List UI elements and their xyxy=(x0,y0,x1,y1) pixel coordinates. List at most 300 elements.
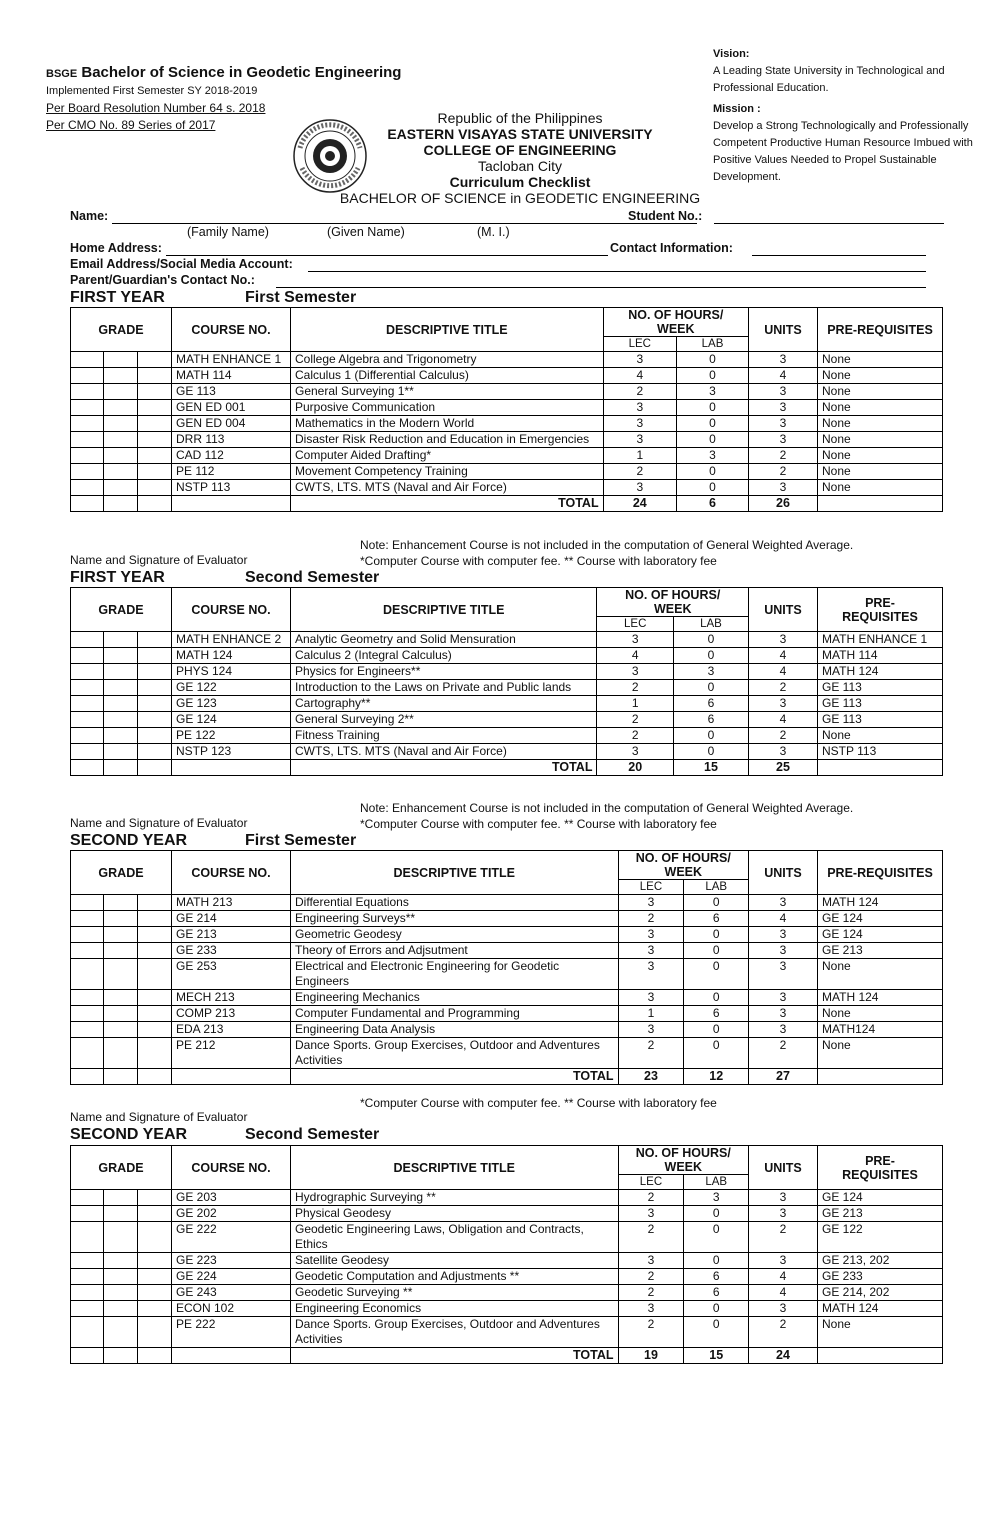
grade-cell[interactable] xyxy=(103,1022,137,1038)
prerequisite: None xyxy=(818,384,943,400)
year-label: FIRST YEAR xyxy=(70,569,165,586)
grade-cell[interactable] xyxy=(103,990,137,1006)
grade-cell[interactable] xyxy=(137,990,171,1006)
grade-cell[interactable] xyxy=(71,1253,104,1269)
course-code: GE 224 xyxy=(172,1269,291,1285)
units: 3 xyxy=(749,1006,818,1022)
course-code: CAD 112 xyxy=(172,448,291,464)
grade-cell[interactable] xyxy=(103,368,137,384)
evaluator-signature-line: Name and Signature of Evaluator xyxy=(70,553,248,567)
lab-hours: 0 xyxy=(684,943,749,959)
grade-cell[interactable] xyxy=(71,728,104,744)
table-row xyxy=(71,712,943,728)
semester-label: First Semester xyxy=(245,289,357,306)
contact-field[interactable] xyxy=(752,255,926,256)
blank-cell xyxy=(818,1069,943,1085)
course-title: Physical Geodesy xyxy=(291,1206,619,1222)
total-label: TOTAL xyxy=(291,1348,619,1364)
grade-cell xyxy=(103,760,137,776)
lec-hours: 2 xyxy=(618,1285,684,1301)
guardian-label: Parent/Guardian's Contact No.: xyxy=(70,273,255,287)
lab-hours: 3 xyxy=(673,664,748,680)
section-heading xyxy=(70,1126,380,1144)
grade-cell[interactable] xyxy=(71,664,104,680)
units: 4 xyxy=(749,368,818,384)
grade-cell[interactable] xyxy=(137,1038,171,1069)
grade-cell xyxy=(71,496,104,512)
guardian-field[interactable] xyxy=(276,287,926,288)
course-code: NSTP 113 xyxy=(172,480,291,496)
hours-header xyxy=(618,851,748,880)
grade-cell[interactable] xyxy=(103,480,137,496)
grade-cell[interactable] xyxy=(137,1317,171,1348)
grade-cell[interactable] xyxy=(71,384,104,400)
units: 3 xyxy=(749,696,818,712)
table-header-row xyxy=(71,851,943,880)
grade-cell[interactable] xyxy=(71,1022,104,1038)
hours-header-line2: WEEK xyxy=(657,322,695,336)
section-heading xyxy=(70,569,380,587)
year-label: SECOND YEAR xyxy=(70,832,188,849)
total-row xyxy=(71,760,943,776)
grade-cell[interactable] xyxy=(137,352,171,368)
prerequisite: None xyxy=(818,480,943,496)
course-code: GE 223 xyxy=(172,1253,291,1269)
blank-cell xyxy=(818,760,943,776)
grade-cell[interactable] xyxy=(137,648,171,664)
email-field[interactable] xyxy=(308,271,926,272)
lec-header: LEC xyxy=(597,617,674,632)
course-code: MATH 213 xyxy=(172,895,291,911)
grade-header: GRADE xyxy=(71,851,172,895)
grade-cell[interactable] xyxy=(71,943,104,959)
section-heading xyxy=(70,832,357,850)
grade-cell[interactable] xyxy=(71,400,104,416)
notes-block xyxy=(360,1095,717,1111)
course-code: GE 233 xyxy=(172,943,291,959)
grade-cell[interactable] xyxy=(71,911,104,927)
grade-cell[interactable] xyxy=(103,1253,137,1269)
student-info-form xyxy=(70,209,944,299)
grade-cell[interactable] xyxy=(103,1222,137,1253)
grade-cell[interactable] xyxy=(137,1222,171,1253)
blank-cell xyxy=(172,496,291,512)
course-title: Dance Sports. Group Exercises, Outdoor and Adventures Activities xyxy=(291,1038,619,1069)
grade-cell[interactable] xyxy=(103,744,137,760)
title-header: DESCRIPTIVE TITLE xyxy=(291,1146,619,1190)
city-text: Tacloban City xyxy=(477,158,563,174)
lab-hours: 0 xyxy=(684,927,749,943)
grade-cell[interactable] xyxy=(137,664,171,680)
lab-hours: 0 xyxy=(677,432,749,448)
table-row xyxy=(71,400,943,416)
lab-hours: 0 xyxy=(673,744,748,760)
name-label: Name: xyxy=(70,209,109,223)
grade-cell[interactable] xyxy=(71,1038,104,1069)
grade-cell[interactable] xyxy=(103,1038,137,1069)
lab-hours: 3 xyxy=(684,1190,749,1206)
grade-cell[interactable] xyxy=(137,384,171,400)
course-code: PHYS 124 xyxy=(172,664,291,680)
fee-note: *Computer Course with computer fee. ** Course with laboratory fee xyxy=(360,817,717,831)
grade-cell[interactable] xyxy=(137,632,171,648)
course-title: CWTS, LTS. MTS (Naval and Air Force) xyxy=(291,480,604,496)
grade-cell[interactable] xyxy=(71,744,104,760)
blank-cell xyxy=(172,1348,291,1364)
grade-cell[interactable] xyxy=(137,943,171,959)
grade-cell[interactable] xyxy=(103,895,137,911)
grade-cell[interactable] xyxy=(71,352,104,368)
grade-cell[interactable] xyxy=(103,1006,137,1022)
grade-cell[interactable] xyxy=(71,632,104,648)
prerequisite: None xyxy=(818,432,943,448)
grade-cell[interactable] xyxy=(71,927,104,943)
course-title: Fitness Training xyxy=(291,728,597,744)
lec-hours: 4 xyxy=(603,368,676,384)
grade-cell[interactable] xyxy=(103,1301,137,1317)
grade-cell[interactable] xyxy=(103,696,137,712)
lec-hours: 2 xyxy=(597,728,674,744)
semester-label: Second Semester xyxy=(245,1126,380,1143)
course-title: Differential Equations xyxy=(291,895,619,911)
course-code: NSTP 123 xyxy=(172,744,291,760)
grade-cell[interactable] xyxy=(137,464,171,480)
table-row xyxy=(71,680,943,696)
grade-cell[interactable] xyxy=(137,432,171,448)
table-row xyxy=(71,911,943,927)
prerequisite: None xyxy=(818,448,943,464)
grade-cell[interactable] xyxy=(71,1190,104,1206)
units: 3 xyxy=(749,432,818,448)
units: 3 xyxy=(749,895,818,911)
grade-cell[interactable] xyxy=(137,696,171,712)
student-no-field[interactable] xyxy=(714,223,944,224)
course-code: GE 214 xyxy=(172,911,291,927)
hours-header xyxy=(618,1146,748,1175)
units-header: UNITS xyxy=(749,588,818,632)
lab-hours: 0 xyxy=(684,1222,749,1253)
lec-hours: 3 xyxy=(597,744,674,760)
hours-header-line2: WEEK xyxy=(664,1160,703,1174)
grade-cell[interactable] xyxy=(103,464,137,480)
grade-cell[interactable] xyxy=(103,648,137,664)
units: 2 xyxy=(749,1317,818,1348)
lab-hours: 0 xyxy=(677,480,749,496)
lec-hours: 3 xyxy=(618,943,684,959)
prereq-header-line1: PRE- xyxy=(865,595,895,610)
prerequisite: None xyxy=(818,400,943,416)
grade-cell[interactable] xyxy=(137,1285,171,1301)
course-title: Analytic Geometry and Solid Mensuration xyxy=(291,632,597,648)
grade-cell[interactable] xyxy=(103,432,137,448)
prerequisite: MATH 124 xyxy=(818,664,943,680)
lab-hours: 0 xyxy=(684,1206,749,1222)
units: 3 xyxy=(749,632,818,648)
grade-cell[interactable] xyxy=(71,1301,104,1317)
grade-cell[interactable] xyxy=(103,712,137,728)
prerequisite: GE 124 xyxy=(818,1190,943,1206)
grade-cell[interactable] xyxy=(137,927,171,943)
table-row xyxy=(71,648,943,664)
grade-cell[interactable] xyxy=(137,680,171,696)
course-code: MECH 213 xyxy=(172,990,291,1006)
grade-cell[interactable] xyxy=(103,728,137,744)
republic-text: Republic of the Philippines xyxy=(437,110,603,126)
grade-cell[interactable] xyxy=(137,1253,171,1269)
title-header: DESCRIPTIVE TITLE xyxy=(291,588,597,632)
lab-hours: 0 xyxy=(677,416,749,432)
grade-cell[interactable] xyxy=(103,680,137,696)
lab-hours: 0 xyxy=(673,680,748,696)
units: 4 xyxy=(749,1269,818,1285)
blank-cell xyxy=(818,496,943,512)
table-row xyxy=(71,696,943,712)
total-lec: 23 xyxy=(618,1069,684,1085)
grade-cell[interactable] xyxy=(137,480,171,496)
grade-cell[interactable] xyxy=(71,1206,104,1222)
grade-cell[interactable] xyxy=(71,959,104,990)
units: 4 xyxy=(749,911,818,927)
course-title: Introduction to the Laws on Private and Public lands xyxy=(291,680,597,696)
grade-cell[interactable] xyxy=(71,368,104,384)
grade-cell[interactable] xyxy=(137,1006,171,1022)
grade-cell[interactable] xyxy=(103,1269,137,1285)
hours-header-line1: NO. OF HOURS/ xyxy=(635,1146,731,1160)
prerequisite: None xyxy=(818,728,943,744)
course-title: Theory of Errors and Adjsutment xyxy=(291,943,619,959)
grade-cell[interactable] xyxy=(103,1285,137,1301)
grade-cell[interactable] xyxy=(103,400,137,416)
total-lec: 19 xyxy=(618,1348,684,1364)
table-header-row xyxy=(71,588,943,617)
program-code: BSGE xyxy=(46,68,78,80)
evaluator-signature-line: Name and Signature of Evaluator xyxy=(70,1110,248,1124)
lec-hours: 3 xyxy=(603,352,676,368)
grade-cell[interactable] xyxy=(71,416,104,432)
grade-cell[interactable] xyxy=(137,1190,171,1206)
grade-cell[interactable] xyxy=(103,352,137,368)
grade-cell[interactable] xyxy=(71,480,104,496)
table-row xyxy=(71,480,943,496)
lab-hours: 6 xyxy=(684,911,749,927)
course-code: GE 202 xyxy=(172,1206,291,1222)
prerequisite: MATH ENHANCE 1 xyxy=(818,632,943,648)
grade-cell xyxy=(71,1069,104,1085)
units: 3 xyxy=(749,1206,818,1222)
units: 4 xyxy=(749,712,818,728)
blank-cell xyxy=(818,1348,943,1364)
prerequisite: GE 113 xyxy=(818,680,943,696)
grade-cell[interactable] xyxy=(71,990,104,1006)
lec-hours: 3 xyxy=(603,400,676,416)
grade-cell xyxy=(137,760,171,776)
table-row xyxy=(71,384,943,400)
lab-hours: 0 xyxy=(673,632,748,648)
lec-hours: 2 xyxy=(603,464,676,480)
table-row xyxy=(71,632,943,648)
lec-hours: 3 xyxy=(603,432,676,448)
table-row xyxy=(71,1269,943,1285)
mission-label: Mission : xyxy=(713,103,761,115)
lec-hours: 2 xyxy=(618,911,684,927)
grade-cell[interactable] xyxy=(137,416,171,432)
total-units: 26 xyxy=(749,496,818,512)
total-lec: 24 xyxy=(603,496,676,512)
name-field[interactable] xyxy=(112,223,697,224)
units: 3 xyxy=(749,1190,818,1206)
grade-cell xyxy=(103,496,137,512)
total-lab: 6 xyxy=(677,496,749,512)
grade-cell[interactable] xyxy=(137,1206,171,1222)
grade-cell[interactable] xyxy=(71,680,104,696)
course-code: MATH 114 xyxy=(172,368,291,384)
course-title: General Surveying 2** xyxy=(291,712,597,728)
lab-hours: 0 xyxy=(684,990,749,1006)
lec-hours: 2 xyxy=(597,712,674,728)
grade-cell[interactable] xyxy=(71,1317,104,1348)
grade-cell[interactable] xyxy=(71,648,104,664)
grade-cell[interactable] xyxy=(103,632,137,648)
grade-cell[interactable] xyxy=(71,464,104,480)
grade-cell[interactable] xyxy=(137,744,171,760)
grade-cell[interactable] xyxy=(103,959,137,990)
grade-cell[interactable] xyxy=(137,712,171,728)
table-row xyxy=(71,728,943,744)
grade-cell xyxy=(137,1069,171,1085)
enhancement-note: Note: Enhancement Course is not included in the computation of General Weighted Average. xyxy=(360,538,854,552)
grade-cell[interactable] xyxy=(137,911,171,927)
home-address-field[interactable] xyxy=(166,255,608,256)
grade-cell[interactable] xyxy=(71,712,104,728)
lab-hours: 3 xyxy=(677,448,749,464)
units: 3 xyxy=(749,352,818,368)
prerequisite: None xyxy=(818,959,943,990)
lab-hours: 0 xyxy=(673,648,748,664)
grade-cell[interactable] xyxy=(103,911,137,927)
grade-cell[interactable] xyxy=(71,1222,104,1253)
grade-cell[interactable] xyxy=(103,384,137,400)
total-lab: 12 xyxy=(684,1069,749,1085)
prerequisite: None xyxy=(818,1038,943,1069)
grade-cell[interactable] xyxy=(103,1317,137,1348)
total-lab: 15 xyxy=(673,760,748,776)
grade-cell[interactable] xyxy=(71,448,104,464)
grade-cell[interactable] xyxy=(71,895,104,911)
lec-hours: 2 xyxy=(618,1038,684,1069)
course-code: ECON 102 xyxy=(172,1301,291,1317)
document-title: Curriculum Checklist xyxy=(449,174,591,190)
contact-label: Contact Information: xyxy=(610,241,733,255)
grade-cell[interactable] xyxy=(71,432,104,448)
table-row xyxy=(71,744,943,760)
lab-header: LAB xyxy=(684,880,749,895)
units: 2 xyxy=(749,728,818,744)
table-row xyxy=(71,1253,943,1269)
grade-cell xyxy=(71,1348,104,1364)
semester-label: Second Semester xyxy=(245,569,380,586)
lec-hours: 1 xyxy=(618,1006,684,1022)
cmo-text: Per CMO No. 89 Series of 2017 xyxy=(46,118,216,132)
grade-cell[interactable] xyxy=(71,1285,104,1301)
units-header: UNITS xyxy=(749,308,818,352)
evaluator-signature-line: Name and Signature of Evaluator xyxy=(70,816,248,830)
grade-cell[interactable] xyxy=(137,728,171,744)
notes-block xyxy=(360,800,853,832)
course-code: DRR 113 xyxy=(172,432,291,448)
grade-cell[interactable] xyxy=(103,448,137,464)
grade-cell[interactable] xyxy=(71,1006,104,1022)
grade-cell[interactable] xyxy=(103,416,137,432)
grade-cell[interactable] xyxy=(103,927,137,943)
total-label: TOTAL xyxy=(291,760,597,776)
grade-cell[interactable] xyxy=(137,895,171,911)
units: 3 xyxy=(749,384,818,400)
lab-hours: 0 xyxy=(677,400,749,416)
program-heading xyxy=(46,64,401,83)
fee-note: *Computer Course with computer fee. ** Course with laboratory fee xyxy=(360,554,717,568)
course-rows xyxy=(71,352,943,512)
lec-hours: 3 xyxy=(618,990,684,1006)
grade-cell[interactable] xyxy=(71,696,104,712)
year-label: SECOND YEAR xyxy=(70,1126,188,1143)
course-title: CWTS, LTS. MTS (Naval and Air Force) xyxy=(291,744,597,760)
course-title: Calculus 1 (Differential Calculus) xyxy=(291,368,604,384)
units: 3 xyxy=(749,927,818,943)
grade-cell[interactable] xyxy=(137,400,171,416)
grade-cell[interactable] xyxy=(103,1206,137,1222)
grade-cell[interactable] xyxy=(137,1269,171,1285)
course-code: GE 222 xyxy=(172,1222,291,1253)
table-row xyxy=(71,959,943,990)
lec-hours: 4 xyxy=(597,648,674,664)
total-row xyxy=(71,1069,943,1085)
course-no-header: COURSE NO. xyxy=(172,851,291,895)
lab-hours: 6 xyxy=(684,1006,749,1022)
grade-header: GRADE xyxy=(71,588,172,632)
prerequisite: GE 213 xyxy=(818,1206,943,1222)
grade-cell[interactable] xyxy=(137,1022,171,1038)
grade-cell[interactable] xyxy=(137,959,171,990)
course-title: Geodetic Surveying ** xyxy=(291,1285,619,1301)
grade-cell[interactable] xyxy=(103,1190,137,1206)
grade-cell[interactable] xyxy=(103,664,137,680)
grade-cell[interactable] xyxy=(103,943,137,959)
grade-cell xyxy=(71,760,104,776)
blank-cell xyxy=(172,1069,291,1085)
section-heading xyxy=(70,289,357,307)
course-title: Electrical and Electronic Engineering for Geodetic Engineers xyxy=(291,959,619,990)
grade-cell[interactable] xyxy=(71,1269,104,1285)
course-title: Physics for Engineers** xyxy=(291,664,597,680)
course-title: Computer Aided Drafting* xyxy=(291,448,604,464)
course-code: PE 112 xyxy=(172,464,291,480)
lab-hours: 0 xyxy=(684,959,749,990)
course-code: GE 213 xyxy=(172,927,291,943)
hours-header-line2: WEEK xyxy=(653,602,692,616)
prereq-header xyxy=(818,588,943,632)
table-row xyxy=(71,352,943,368)
table-row xyxy=(71,368,943,384)
grade-cell[interactable] xyxy=(137,368,171,384)
grade-cell xyxy=(137,1348,171,1364)
grade-cell[interactable] xyxy=(137,448,171,464)
units: 2 xyxy=(749,464,818,480)
year-label: FIRST YEAR xyxy=(70,289,165,306)
units: 3 xyxy=(749,1022,818,1038)
lec-hours: 2 xyxy=(603,384,676,400)
grade-cell[interactable] xyxy=(137,1301,171,1317)
course-code: PE 122 xyxy=(172,728,291,744)
